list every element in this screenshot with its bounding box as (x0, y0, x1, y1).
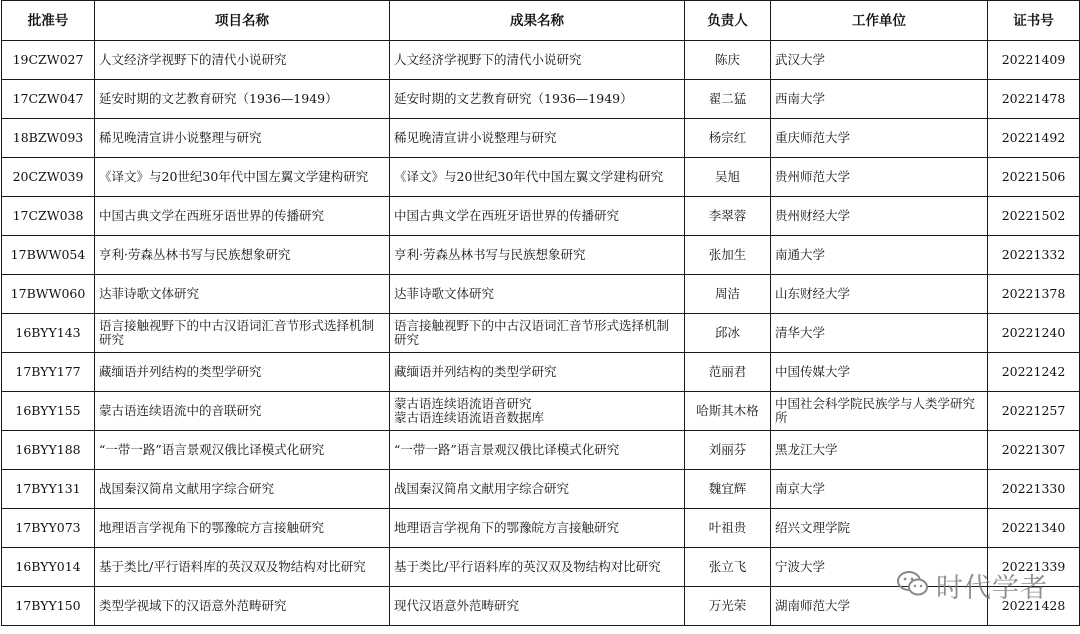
header-work-unit: 工作单位 (771, 1, 988, 41)
table-header (2, 1, 1080, 41)
cell-project-name: 达菲诗歌文体研究 (95, 275, 390, 314)
cell-certificate-no: 20221492 (988, 119, 1080, 158)
cell-work-unit: 清华大学 (771, 314, 988, 353)
cell-result-name: 亨利·劳森丛林书写与民族想象研究 (390, 236, 685, 275)
cell-result-name: 稀见晚清宣讲小说整理与研究 (390, 119, 685, 158)
cell-project-name: 地理语言学视角下的鄂豫皖方言接触研究 (95, 509, 390, 548)
cell-leader: 翟二猛 (685, 80, 771, 119)
table-row (2, 431, 1080, 470)
cell-result-name: 达菲诗歌文体研究 (390, 275, 685, 314)
table-row (2, 41, 1080, 80)
cell-result-name: 现代汉语意外范畴研究 (390, 587, 685, 626)
cell-project-name: 亨利·劳森丛林书写与民族想象研究 (95, 236, 390, 275)
cell-work-unit: 南京大学 (771, 470, 988, 509)
cell-work-unit: 中国传媒大学 (771, 353, 988, 392)
cell-leader: 万光荣 (685, 587, 771, 626)
cell-work-unit: 湖南师范大学 (771, 587, 988, 626)
table-row (2, 119, 1080, 158)
header-certificate-no: 证书号 (988, 1, 1080, 41)
cell-approval-no: 20CZW039 (2, 158, 95, 197)
cell-project-name: 战国秦汉简帛文献用字综合研究 (95, 470, 390, 509)
cell-project-name: 类型学视域下的汉语意外范畴研究 (95, 587, 390, 626)
cell-result-name: 蒙古语连续语流语音研究 蒙古语连续语流语音数据库 (390, 392, 685, 431)
cell-leader: 张立飞 (685, 548, 771, 587)
cell-approval-no: 17BYY131 (2, 470, 95, 509)
table-row (2, 470, 1080, 509)
cell-certificate-no: 20221307 (988, 431, 1080, 470)
table-row (2, 236, 1080, 275)
cell-work-unit: 南通大学 (771, 236, 988, 275)
table-row (2, 80, 1080, 119)
cell-leader: 范丽君 (685, 353, 771, 392)
cell-result-name: 藏缅语并列结构的类型学研究 (390, 353, 685, 392)
table-row (2, 548, 1080, 587)
results-table (1, 0, 1080, 626)
cell-approval-no: 18BZW093 (2, 119, 95, 158)
cell-result-name: 基于类比/平行语料库的英汉双及物结构对比研究 (390, 548, 685, 587)
cell-work-unit: 中国社会科学院民族学与人类学研究所 (771, 392, 988, 431)
cell-certificate-no: 20221409 (988, 41, 1080, 80)
cell-project-name: 语言接触视野下的中古汉语词汇音节形式选择机制研究 (95, 314, 390, 353)
cell-work-unit: 贵州师范大学 (771, 158, 988, 197)
cell-certificate-no: 20221242 (988, 353, 1080, 392)
cell-project-name: 稀见晚清宣讲小说整理与研究 (95, 119, 390, 158)
cell-approval-no: 16BYY014 (2, 548, 95, 587)
cell-approval-no: 17CZW047 (2, 80, 95, 119)
cell-leader: 叶祖贵 (685, 509, 771, 548)
table-row (2, 353, 1080, 392)
cell-result-name: 《译文》与20世纪30年代中国左翼文学建构研究 (390, 158, 685, 197)
cell-project-name: 藏缅语并列结构的类型学研究 (95, 353, 390, 392)
cell-certificate-no: 20221428 (988, 587, 1080, 626)
cell-leader: 刘丽芬 (685, 431, 771, 470)
table-body (2, 41, 1080, 626)
cell-certificate-no: 20221378 (988, 275, 1080, 314)
table-row (2, 197, 1080, 236)
cell-leader: 陈庆 (685, 41, 771, 80)
cell-approval-no: 17BYY073 (2, 509, 95, 548)
cell-project-name: 中国古典文学在西班牙语世界的传播研究 (95, 197, 390, 236)
cell-work-unit: 黑龙江大学 (771, 431, 988, 470)
cell-result-name: 延安时期的文艺教育研究（1936—1949） (390, 80, 685, 119)
cell-certificate-no: 20221257 (988, 392, 1080, 431)
cell-approval-no: 17BYY150 (2, 587, 95, 626)
cell-result-name: 人文经济学视野下的清代小说研究 (390, 41, 685, 80)
cell-work-unit: 绍兴文理学院 (771, 509, 988, 548)
cell-work-unit: 宁波大学 (771, 548, 988, 587)
cell-work-unit: 西南大学 (771, 80, 988, 119)
table-row (2, 392, 1080, 431)
cell-certificate-no: 20221502 (988, 197, 1080, 236)
cell-certificate-no: 20221240 (988, 314, 1080, 353)
cell-approval-no: 17BWW054 (2, 236, 95, 275)
cell-certificate-no: 20221339 (988, 548, 1080, 587)
watermark-text: 时代学者 (936, 573, 1048, 604)
cell-certificate-no: 20221332 (988, 236, 1080, 275)
cell-leader: 邱冰 (685, 314, 771, 353)
table-row (2, 275, 1080, 314)
cell-certificate-no: 20221478 (988, 80, 1080, 119)
cell-leader: 哈斯其木格 (685, 392, 771, 431)
cell-certificate-no: 20221506 (988, 158, 1080, 197)
cell-work-unit: 贵州财经大学 (771, 197, 988, 236)
table-row (2, 158, 1080, 197)
cell-leader: 吴旭 (685, 158, 771, 197)
cell-project-name: 蒙古语连续语流中的音联研究 (95, 392, 390, 431)
table-row (2, 314, 1080, 353)
cell-certificate-no: 20221340 (988, 509, 1080, 548)
header-result-name: 成果名称 (390, 1, 685, 41)
header-row (2, 1, 1080, 41)
cell-leader: 杨宗红 (685, 119, 771, 158)
table-row (2, 509, 1080, 548)
cell-project-name: 人文经济学视野下的清代小说研究 (95, 41, 390, 80)
cell-leader: 周洁 (685, 275, 771, 314)
header-leader: 负责人 (685, 1, 771, 41)
cell-approval-no: 16BYY143 (2, 314, 95, 353)
cell-approval-no: 16BYY188 (2, 431, 95, 470)
cell-leader: 李翠蓉 (685, 197, 771, 236)
cell-approval-no: 17CZW038 (2, 197, 95, 236)
cell-result-name: 地理语言学视角下的鄂豫皖方言接触研究 (390, 509, 685, 548)
cell-project-name: 延安时期的文艺教育研究（1936—1949） (95, 80, 390, 119)
cell-work-unit: 山东财经大学 (771, 275, 988, 314)
table-row (2, 587, 1080, 626)
cell-approval-no: 17BWW060 (2, 275, 95, 314)
cell-approval-no: 19CZW027 (2, 41, 95, 80)
cell-approval-no: 16BYY155 (2, 392, 95, 431)
cell-result-name: 语言接触视野下的中古汉语词汇音节形式选择机制研究 (390, 314, 685, 353)
cell-approval-no: 17BYY177 (2, 353, 95, 392)
cell-project-name: 基于类比/平行语料库的英汉双及物结构对比研究 (95, 548, 390, 587)
cell-leader: 张加生 (685, 236, 771, 275)
cell-project-name: “一带一路”语言景观汉俄比译模式化研究 (95, 431, 390, 470)
header-approval-no: 批准号 (2, 1, 95, 41)
cell-result-name: “一带一路”语言景观汉俄比译模式化研究 (390, 431, 685, 470)
cell-leader: 魏宜辉 (685, 470, 771, 509)
cell-work-unit: 重庆师范大学 (771, 119, 988, 158)
cell-project-name: 《译文》与20世纪30年代中国左翼文学建构研究 (95, 158, 390, 197)
cell-result-name: 中国古典文学在西班牙语世界的传播研究 (390, 197, 685, 236)
cell-work-unit: 武汉大学 (771, 41, 988, 80)
header-project-name: 项目名称 (95, 1, 390, 41)
cell-result-name: 战国秦汉简帛文献用字综合研究 (390, 470, 685, 509)
cell-certificate-no: 20221330 (988, 470, 1080, 509)
